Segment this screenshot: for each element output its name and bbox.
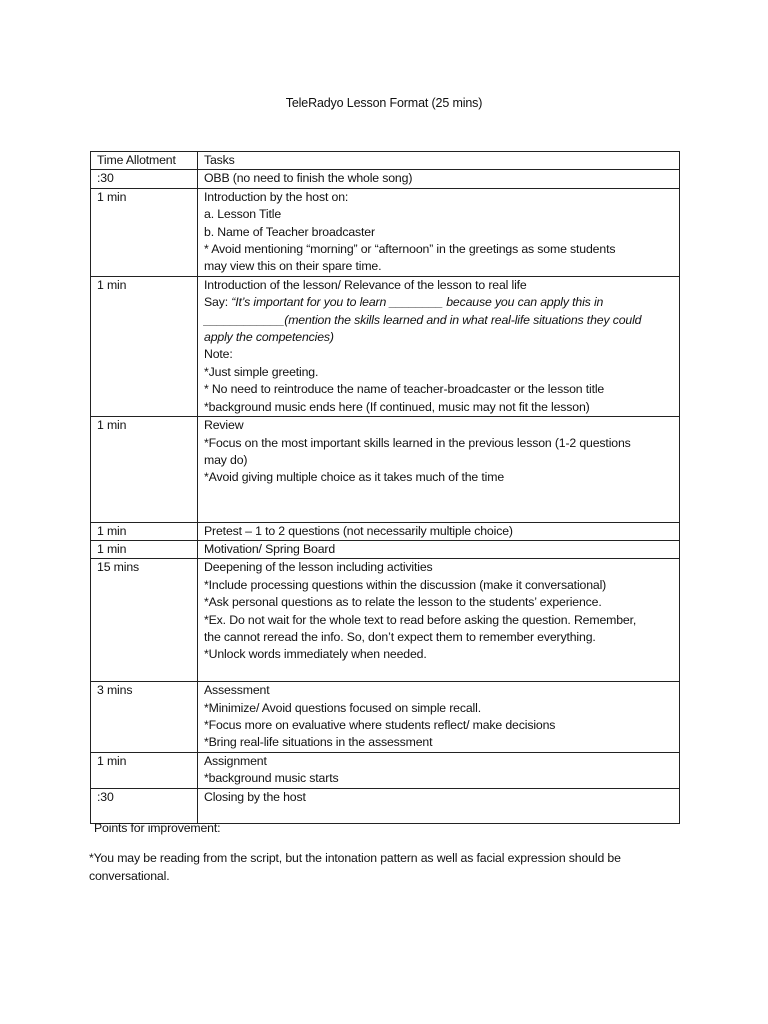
task-line-text: *Bring real-life situations in the assessment (204, 735, 433, 750)
task-line-text: the cannot reread the info. So, don’t expect them to remember everything. (204, 629, 596, 644)
task-line (204, 241, 679, 258)
task-line-text: OBB (no need to finish the whole song) (204, 171, 413, 186)
task-line (204, 452, 679, 469)
task-line-text: Deepening of the lesson including activities (204, 560, 433, 575)
task-line-text: *Focus more on evaluative where students reflect/ make decisions (204, 717, 556, 732)
task-line (204, 734, 679, 751)
task-line (204, 258, 679, 275)
column-header-tasks: Tasks (198, 152, 680, 170)
points-for-improvement-label: Points for improvement: (94, 821, 221, 835)
task-line (204, 646, 679, 663)
task-line (204, 700, 679, 717)
task-line-text: *Ex. Do not wait for the whole text to read before asking the question. Remember, (204, 612, 637, 627)
table-row (91, 188, 680, 276)
table-row (91, 752, 680, 788)
time-allotment-cell: :30 (91, 788, 198, 824)
task-line-italic-text: apply the competencies) (204, 330, 334, 345)
time-allotment-cell: 1 min (91, 188, 198, 276)
task-line-text: *Unlock words immediately when needed. (204, 647, 427, 662)
time-allotment-cell: 15 mins (91, 559, 198, 682)
task-line (204, 346, 679, 363)
document-title: TeleRadyo Lesson Format (25 mins) (285, 96, 483, 110)
tasks-cell (198, 417, 680, 522)
task-line-text: *Ask personal questions as to relate the lesson to the students’ experience. (204, 595, 602, 610)
task-line-text: *Just simple greeting. (204, 364, 319, 379)
task-line-text: Assessment (204, 683, 270, 698)
time-allotment-cell: 3 mins (91, 682, 198, 753)
table-row (91, 559, 680, 682)
task-line (204, 399, 679, 416)
task-line-text: Pretest – 1 to 2 questions (not necessarily multiple choice) (204, 523, 513, 538)
task-line (204, 717, 679, 734)
task-line (204, 417, 679, 434)
task-line-italic-text: ____________(mention the skills learned and in what real-life situations they could (204, 312, 642, 327)
table-header-row (91, 152, 680, 170)
task-line (204, 664, 679, 681)
task-line-text: may do) (204, 452, 248, 467)
task-line (204, 629, 679, 646)
table-row (91, 170, 680, 188)
task-line-text: Assignment (204, 753, 267, 768)
tasks-cell (198, 788, 680, 824)
task-line-text: *Include processing questions within the discussion (make it conversational) (204, 577, 607, 592)
task-line (204, 206, 679, 223)
task-line-text: a. Lesson Title (204, 207, 282, 222)
task-line (204, 487, 679, 504)
task-line (204, 806, 679, 823)
time-allotment-cell: 1 min (91, 522, 198, 540)
task-line-italic-text: “It’s important for you to learn ________ because you can apply this in (231, 295, 604, 310)
tasks-cell (198, 522, 680, 540)
tasks-cell (198, 752, 680, 788)
time-allotment-cell: 1 min (91, 417, 198, 522)
task-line-text: *background music starts (204, 771, 339, 786)
table-row (91, 682, 680, 753)
tasks-cell (198, 276, 680, 416)
task-line (204, 329, 679, 346)
task-line (204, 594, 679, 611)
task-line (204, 381, 679, 398)
task-line (204, 612, 679, 629)
task-line (204, 770, 679, 787)
lesson-format-table (90, 151, 680, 824)
task-line-text: Note: (204, 347, 233, 362)
task-line (204, 224, 679, 241)
task-line-text: Introduction of the lesson/ Relevance of the lesson to real life (204, 277, 527, 292)
task-line-text: Motivation/ Spring Board (204, 541, 336, 556)
task-line (204, 523, 679, 540)
task-line (204, 435, 679, 452)
task-line-text: *Focus on the most important skills learned in the previous lesson (1-2 questions (204, 435, 631, 450)
task-line (204, 682, 679, 699)
task-line (204, 559, 679, 576)
table-row (91, 788, 680, 824)
task-line-text: * Avoid mentioning “morning” or “afternoon” in the greetings as some students (204, 242, 616, 257)
task-line (204, 541, 679, 558)
task-line-text: may view this on their spare time. (204, 259, 382, 274)
task-line-text: *Avoid giving multiple choice as it takes much of the time (204, 470, 505, 485)
table-body (91, 170, 680, 824)
task-line-text: Say: (204, 295, 232, 310)
task-line (204, 170, 679, 187)
time-allotment-cell: :30 (91, 170, 198, 188)
table-row (91, 417, 680, 522)
task-line (204, 312, 679, 329)
table-row (91, 276, 680, 416)
tasks-cell (198, 559, 680, 682)
task-line (204, 504, 679, 521)
task-line (204, 753, 679, 770)
task-line (204, 189, 679, 206)
task-line-text: b. Name of Teacher broadcaster (204, 224, 375, 239)
task-line (204, 469, 679, 486)
task-line (204, 294, 679, 311)
tasks-cell (198, 188, 680, 276)
task-line-text: *Minimize/ Avoid questions focused on simple recall. (204, 700, 481, 715)
task-line-text: Closing by the host (204, 789, 306, 804)
task-line (204, 577, 679, 594)
tasks-cell (198, 170, 680, 188)
table-row (91, 522, 680, 540)
time-allotment-cell: 1 min (91, 540, 198, 558)
task-line (204, 789, 679, 806)
time-allotment-cell: 1 min (91, 276, 198, 416)
task-line (204, 277, 679, 294)
table-row (91, 540, 680, 558)
task-line (204, 364, 679, 381)
improvement-note: *You may be reading from the script, but the intonation pattern as well as facial expression should be conversational. (89, 851, 621, 883)
task-line-text: Review (204, 418, 244, 433)
task-line-text: * No need to reintroduce the name of teacher-broadcaster or the lesson title (204, 382, 605, 397)
tasks-cell (198, 682, 680, 753)
time-allotment-cell: 1 min (91, 752, 198, 788)
task-line-text: Introduction by the host on: (204, 189, 349, 204)
task-line-text: *background music ends here (If continued, music may not fit the lesson) (204, 399, 590, 414)
column-header-time: Time Allotment (91, 152, 198, 170)
tasks-cell (198, 540, 680, 558)
